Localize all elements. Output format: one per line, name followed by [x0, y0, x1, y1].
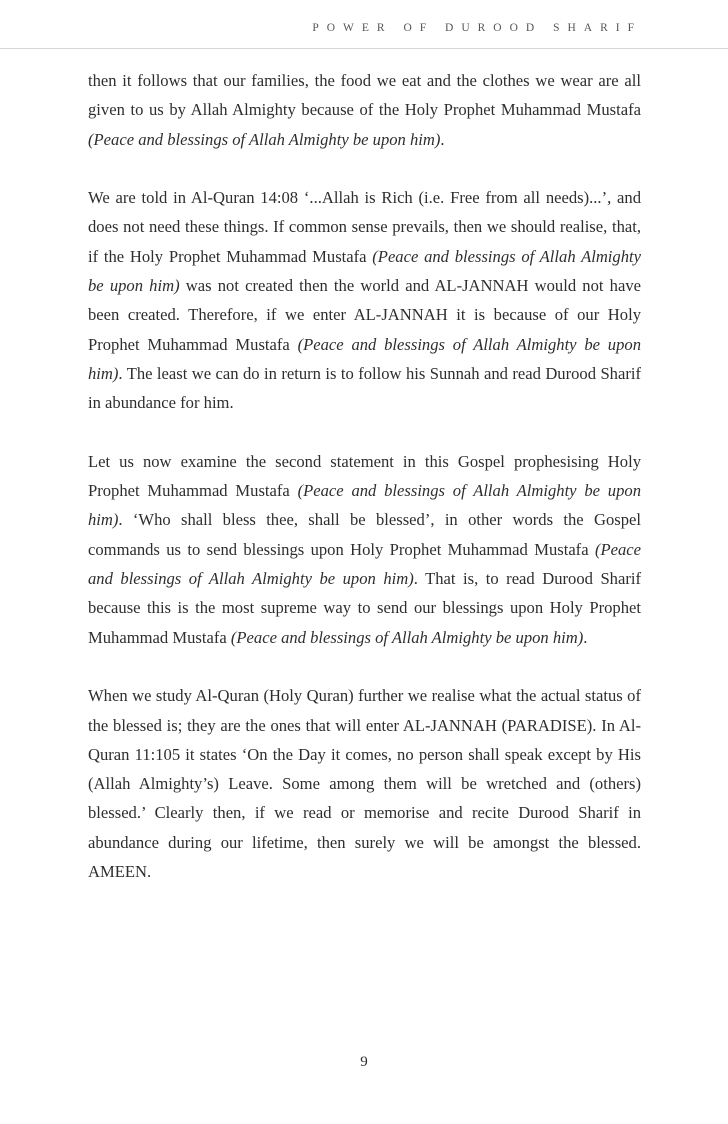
page-number: 9	[360, 1054, 368, 1070]
italic-text-run: (Peace and blessings of Allah Almighty be upon him)	[88, 481, 641, 530]
text-run: Let us now examine the second statement in this Gospel prophesising Holy Prophet Muhammad Mustafa	[88, 451, 641, 501]
paragraph	[88, 183, 641, 417]
text-run: . That is, to read Durood Sharif because this is the most supreme way to send our blessings upon Holy Prophet Muhammad Mustafa	[88, 569, 641, 647]
header-rule	[0, 48, 728, 49]
italic-text-run: (Peace and blessings of Allah Almighty be upon him)	[88, 539, 641, 589]
text-run: was not created then the world and AL-JANNAH would not have been created. Therefore, if we enter AL-JANNAH it is because of our Holy Prophet Muhammad Mustafa	[88, 276, 641, 354]
italic-text-run: (Peace and blessings of Allah Almighty be upon him)	[88, 334, 641, 383]
text-run: We are told in Al-Quran 14:08 ‘...Allah is Rich (i.e. Free from all needs)...’, and does not need these things. If common sense prevails, then we should realise, that, if the Holy Prophet Muhammad Mustafa	[88, 188, 641, 266]
text-run: .	[583, 627, 588, 647]
text-run: .	[440, 129, 445, 149]
italic-text-run: (Peace and blessings of Allah Almighty be upon him)	[88, 246, 641, 296]
italic-text-run: (Peace and blessings of Allah Almighty be upon him)	[230, 627, 584, 647]
text-run: When we study Al-Quran (Holy Quran) further we realise what the actual status of the blessed is; they are the ones that will enter AL-JANNAH (PARADISE). In Al-Quran 11:105 it states ‘On the Day it comes, no person shall speak except by His (Allah Almighty’s) Leave. Some among them will be wretched and (others) blessed.’ Clearly then, if we read or memorise and recite Durood Sharif in abundance during our lifetime, then surely we will be amongst the blessed. AMEEN.	[88, 686, 641, 882]
paragraph	[88, 681, 641, 886]
body-text	[88, 66, 641, 916]
running-header: POWER OF DUROOD SHARIF	[312, 22, 642, 34]
paragraph	[88, 447, 641, 652]
text-run: then it follows that our families, the food we eat and the clothes we wear are all given to us by Allah Almighty because of the Holy Prophet Muhammad Mustafa	[88, 71, 641, 120]
italic-text-run: (Peace and blessings of Allah Almighty be upon him)	[88, 129, 441, 149]
text-run: . The least we can do in return is to follow his Sunnah and read Durood Sharif in abundance for him.	[88, 363, 641, 413]
paragraph	[88, 66, 641, 154]
text-run: . ‘Who shall bless thee, shall be blessed’, in other words the Gospel commands us to send blessings upon Holy Prophet Muhammad Mustafa	[88, 510, 641, 559]
